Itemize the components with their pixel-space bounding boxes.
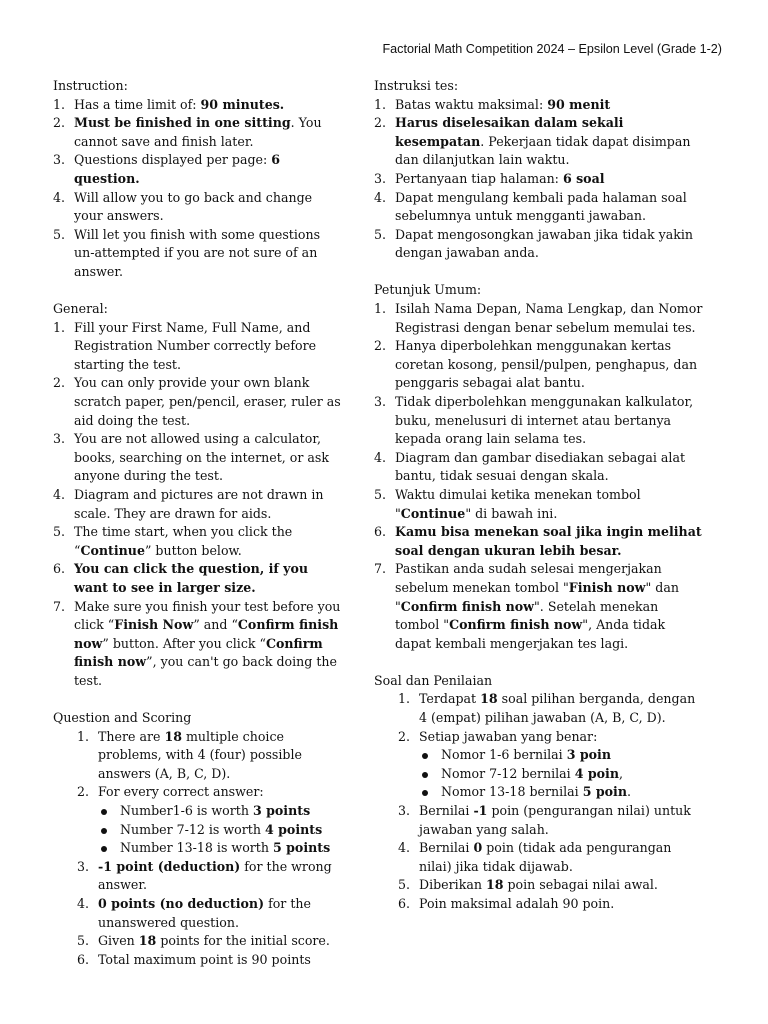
bold-text: Kamu bisa menekan soal jika ingin melihat soal dengan ukuran lebih besar. [395,524,702,558]
text-run: " di bawah ini. [465,505,558,521]
scoring-list [53,728,343,970]
text-run: The time start, when you click the “ [74,524,293,558]
text-run: Total maximum point is 90 points [98,951,311,967]
text-run: Pastikan anda sudah selesai mengerjakan sebelum menekan tombol " [395,561,662,595]
list-number: 3. [374,170,387,186]
text-run: Will let you finish with some questions un-attempted if you are not sure of an answer. [74,226,321,279]
text-run: ". Setelah menekan tombol " [395,598,659,633]
bold-text: -1 [473,802,488,818]
list-item-text [98,896,311,930]
instruksi-section [374,77,704,263]
section-title: Soal dan Penilaian [374,672,493,688]
list-number: 6. [398,895,411,911]
bullet-icon [101,828,107,834]
bold-text: Must be finished in one sitting [74,115,291,131]
english-column [53,77,343,988]
list-item-text [74,227,320,279]
instruction-list [53,96,343,282]
list-item-text [395,338,697,390]
text-run: Poin maksimal adalah 90 poin. [419,895,615,911]
list-item [53,374,343,430]
text-run: ", Anda tidak dapat kembali mengerjakan tes lagi. [395,617,666,651]
text-run: Dapat mengosongkan jawaban jika tidak yakin dengan jawaban anda. [395,226,694,261]
bullet-item [420,746,704,765]
instruction-section [53,77,343,282]
bullet-item [99,821,343,840]
bold-text: 0 [473,840,483,856]
list-item-text [98,729,302,781]
list-number: 1. [53,319,66,335]
list-item [53,523,343,560]
text-run: poin sebagai nilai awal. [503,877,658,893]
general-section [53,300,343,690]
penilaian-section [374,672,704,914]
list-number: 6. [77,951,90,967]
text-run: Pertanyaan tiap halaman: [395,170,563,186]
list-item [77,932,343,951]
list-number: 3. [374,394,387,409]
petunjuk-list [374,300,704,653]
bullet-list [374,746,704,802]
text-run: ” button. After you click “ [102,635,266,651]
bold-text: 18 [480,691,498,707]
list-number: 7. [374,561,387,577]
list-item [398,728,704,747]
list-item [53,560,343,597]
instruksi-list [374,96,704,263]
bold-text: 3 points [252,802,311,818]
text-run: You can only provide your own blank scratch paper, pen/pencil, eraser, ruler as aid doing the test. [74,375,341,428]
list-item-text [74,375,341,427]
bold-text: 0 points (no deduction) [98,895,265,911]
text-run: There are [98,728,165,744]
list-item-text [419,877,658,892]
text-run: soal pilihan berganda, dengan 4 (empat) pilihan jawaban (A, B, C, D). [419,691,696,725]
list-item [53,151,343,188]
list-item-text [98,952,311,967]
bullet-list [53,802,343,858]
text-run: Given [98,933,139,949]
section-title: Instruksi tes: [374,78,459,93]
list-item [53,486,343,523]
list-number: 3. [398,802,411,818]
list-number: 4. [53,189,66,205]
text-run: For every correct answer: [98,784,264,800]
bullet-item [420,765,704,784]
list-number: 5. [398,877,411,893]
section-title: Petunjuk Umum: [374,282,482,298]
list-item [398,802,704,839]
text-run: Waktu dimulai ketika menekan tombol " [395,486,641,521]
text-run: Tidak diperbolehkan menggunakan kalkulator, buku, menelusuri di internet atau bertanya kepada orang lain selama tes. [395,394,694,447]
text-run: Diagram dan gambar disediakan sebagai alat bantu, tidak sesuai dengan skala. [395,449,686,484]
bold-text: 18 [138,933,157,949]
text-run: . [627,784,632,800]
list-item-text [419,729,597,744]
text-run: Diberikan [419,877,486,893]
text-run: multiple choice problems, with 4 (four) possible answers (A, B, C, D). [98,728,302,781]
list-item-text [395,301,702,335]
list-item [374,523,704,560]
text-run: Terdapat [419,691,481,707]
bold-text: Confirm finish now [74,617,339,651]
text-run: Nomor 1-6 bernilai [441,747,567,763]
bold-text: 6 soal [562,170,605,186]
text-run: Will allow you to go back and change your answers. [74,189,313,224]
text-run: Diagram and pictures are not drawn in scale. They are drawn for aids. [74,486,324,521]
bullet-icon [422,753,428,759]
list-number: 1. [374,96,387,112]
text-run: Questions displayed per page: [74,152,272,168]
text-run: Number 7-12 is worth [120,821,265,837]
bullet-item [99,839,343,858]
list-item-text [74,152,280,186]
bold-text: 18 [164,728,182,744]
text-run: You are not allowed using a calculator, books, searching on the internet, or ask anyone during the test. [74,431,329,484]
list-item [374,449,704,486]
text-run: . You cannot save and finish later. [74,115,322,149]
list-item-text [74,487,323,521]
bold-text: Continue [80,542,145,558]
list-number: 5. [374,226,387,242]
list-item-text [395,227,693,261]
list-number: 2. [53,115,66,131]
list-number: 6. [53,561,66,577]
list-item-text [74,524,292,558]
list-item [398,839,704,876]
document-header: Factorial Math Competition 2024 – Epsilon Level (Grade 1-2) [382,42,722,56]
list-item-text [395,561,679,650]
list-item-text [419,691,695,725]
list-item-text [74,97,284,112]
text-run: Make sure you finish your test before you click “ [74,598,341,633]
bullet-icon [101,809,107,815]
list-number: 5. [374,486,387,502]
text-run: Nomor 13-18 bernilai [441,784,583,800]
list-item-text [395,487,641,521]
list-item [53,114,343,151]
section-title: Question and Scoring [53,710,192,725]
list-item [77,783,343,802]
text-run: ”, you can't go back doing the test. [74,654,337,688]
penilaian-list [374,690,704,913]
list-number: 1. [77,728,90,744]
list-number: 2. [374,115,387,131]
text-run: ” button below. [144,542,242,558]
list-item [77,728,343,784]
list-number: 4. [374,449,387,465]
general-list [53,319,343,691]
list-number: 4. [374,189,387,205]
bold-text: 6 question. [74,152,281,186]
list-item-text [74,320,316,372]
bold-text: Continue [400,505,466,521]
list-item [374,226,704,263]
bullet-item [420,783,704,802]
list-item [53,96,343,115]
list-item [398,690,704,727]
list-item-text [74,561,308,595]
list-item-text [395,524,702,558]
list-item [374,337,704,393]
list-number: 3. [53,431,66,447]
list-number: 5. [53,226,66,242]
indonesian-column [374,77,704,932]
list-number: 2. [374,338,387,354]
text-run: Number1-6 is worth [120,802,253,818]
bullet-icon [422,790,428,796]
bullet-icon [101,846,107,852]
list-item [77,895,343,932]
list-item [374,114,704,170]
list-number: 4. [77,895,90,911]
bold-text: Confirm finish now [74,635,323,670]
bullet-item [99,802,343,821]
list-item-text [74,599,340,688]
text-run: Bernilai [419,802,474,818]
text-run: Number 13-18 is worth [120,840,273,856]
text-run: Setiap jawaban yang benar: [419,728,598,744]
list-item [374,560,704,653]
list-item [374,189,704,226]
bullet-icon [422,772,428,778]
list-number: 5. [53,524,66,540]
list-number: 4. [398,840,411,856]
bold-text: 4 points [264,821,323,837]
list-item [77,858,343,895]
text-run: " dan " [395,579,679,614]
list-item [374,393,704,449]
text-run: for the unanswered question. [98,895,311,930]
text-run: . Pekerjaan tidak dapat disimpan dan dilanjutkan lain waktu. [395,133,691,168]
list-item [374,300,704,337]
text-run: Nomor 7-12 bernilai [441,765,575,781]
list-number: 1. [374,301,387,317]
text-run: poin (tidak ada pengurangan nilai) jika tidak dijawab. [419,840,672,874]
list-item [398,895,704,914]
text-run: ” and “ [193,617,238,633]
list-item-text [395,450,685,484]
bold-text: 5 poin [582,784,627,800]
list-item [398,876,704,895]
section-title: Instruction: [53,78,128,93]
petunjuk-section [374,281,704,653]
text-run: points for the initial score. [156,933,330,949]
list-number: 2. [398,728,411,744]
list-item [53,598,343,691]
list-item-text [419,896,614,911]
list-item [374,96,704,115]
list-item-text [74,431,329,483]
list-item-text [395,97,610,112]
text-run: Hanya diperbolehkan menggunakan kertas coretan kosong, pensil/pulpen, penghapus, dan penggaris sebagai alat bantu. [395,338,698,391]
text-run: poin (pengurangan nilai) untuk jawaban yang salah. [419,802,691,837]
text-run: Dapat mengulang kembali pada halaman soal sebelumnya untuk mengganti jawaban. [395,189,687,224]
bold-text: 5 points [272,840,331,856]
text-run: for the wrong answer. [98,858,332,893]
bold-text: Finish now [568,579,646,595]
text-run: Fill your First Name, Full Name, and Registration Number correctly before starting the test. [74,319,317,372]
list-item-text [395,171,605,186]
list-item-text [98,784,264,799]
text-run: Bernilai [419,840,474,856]
list-item-text [98,933,330,948]
list-number: 2. [53,375,66,391]
bold-text: 18 [485,877,504,893]
list-item-text [98,859,332,893]
bold-text: Confirm finish now [400,598,535,614]
bold-text: 90 menit [547,96,611,112]
bold-text: Finish Now [114,617,194,633]
list-item [53,189,343,226]
list-number: 2. [77,784,90,800]
list-item [53,226,343,282]
list-number: 4. [53,486,66,502]
scoring-section [53,709,343,969]
list-item-text [74,190,312,224]
bold-text: Harus diselesaikan dalam sekali kesempatan [395,115,624,149]
bold-text: Confirm finish now [449,617,583,633]
section-title: General: [53,301,108,317]
text-run: Batas waktu maksimal: [395,96,548,112]
list-number: 1. [53,96,66,112]
list-number: 7. [53,598,66,614]
bold-text: -1 point (deduction) [98,858,241,874]
list-number: 1. [398,691,411,707]
text-run: , [618,765,623,781]
list-item [77,951,343,970]
bold-text: 4 poin [574,765,619,781]
text-run: Has a time limit of: [74,96,201,112]
bold-text: 3 poin [566,747,611,763]
list-item-text [395,115,691,167]
list-number: 6. [374,524,387,540]
list-item-text [74,115,322,149]
list-item-text [395,394,693,446]
list-item [53,430,343,486]
text-run: Isilah Nama Depan, Nama Lengkap, dan Nomor Registrasi dengan benar sebelum memulai tes. [395,301,703,335]
bold-text: 90 minutes. [200,96,285,112]
list-item-text [419,803,691,837]
list-item [374,170,704,189]
list-item-text [395,190,687,224]
list-number: 5. [77,933,90,949]
list-number: 3. [53,152,66,168]
bold-text: You can click the question, if you want to see in larger size. [74,561,309,595]
list-item [374,486,704,523]
list-number: 3. [77,858,90,874]
list-item [53,319,343,375]
list-item-text [419,840,671,874]
